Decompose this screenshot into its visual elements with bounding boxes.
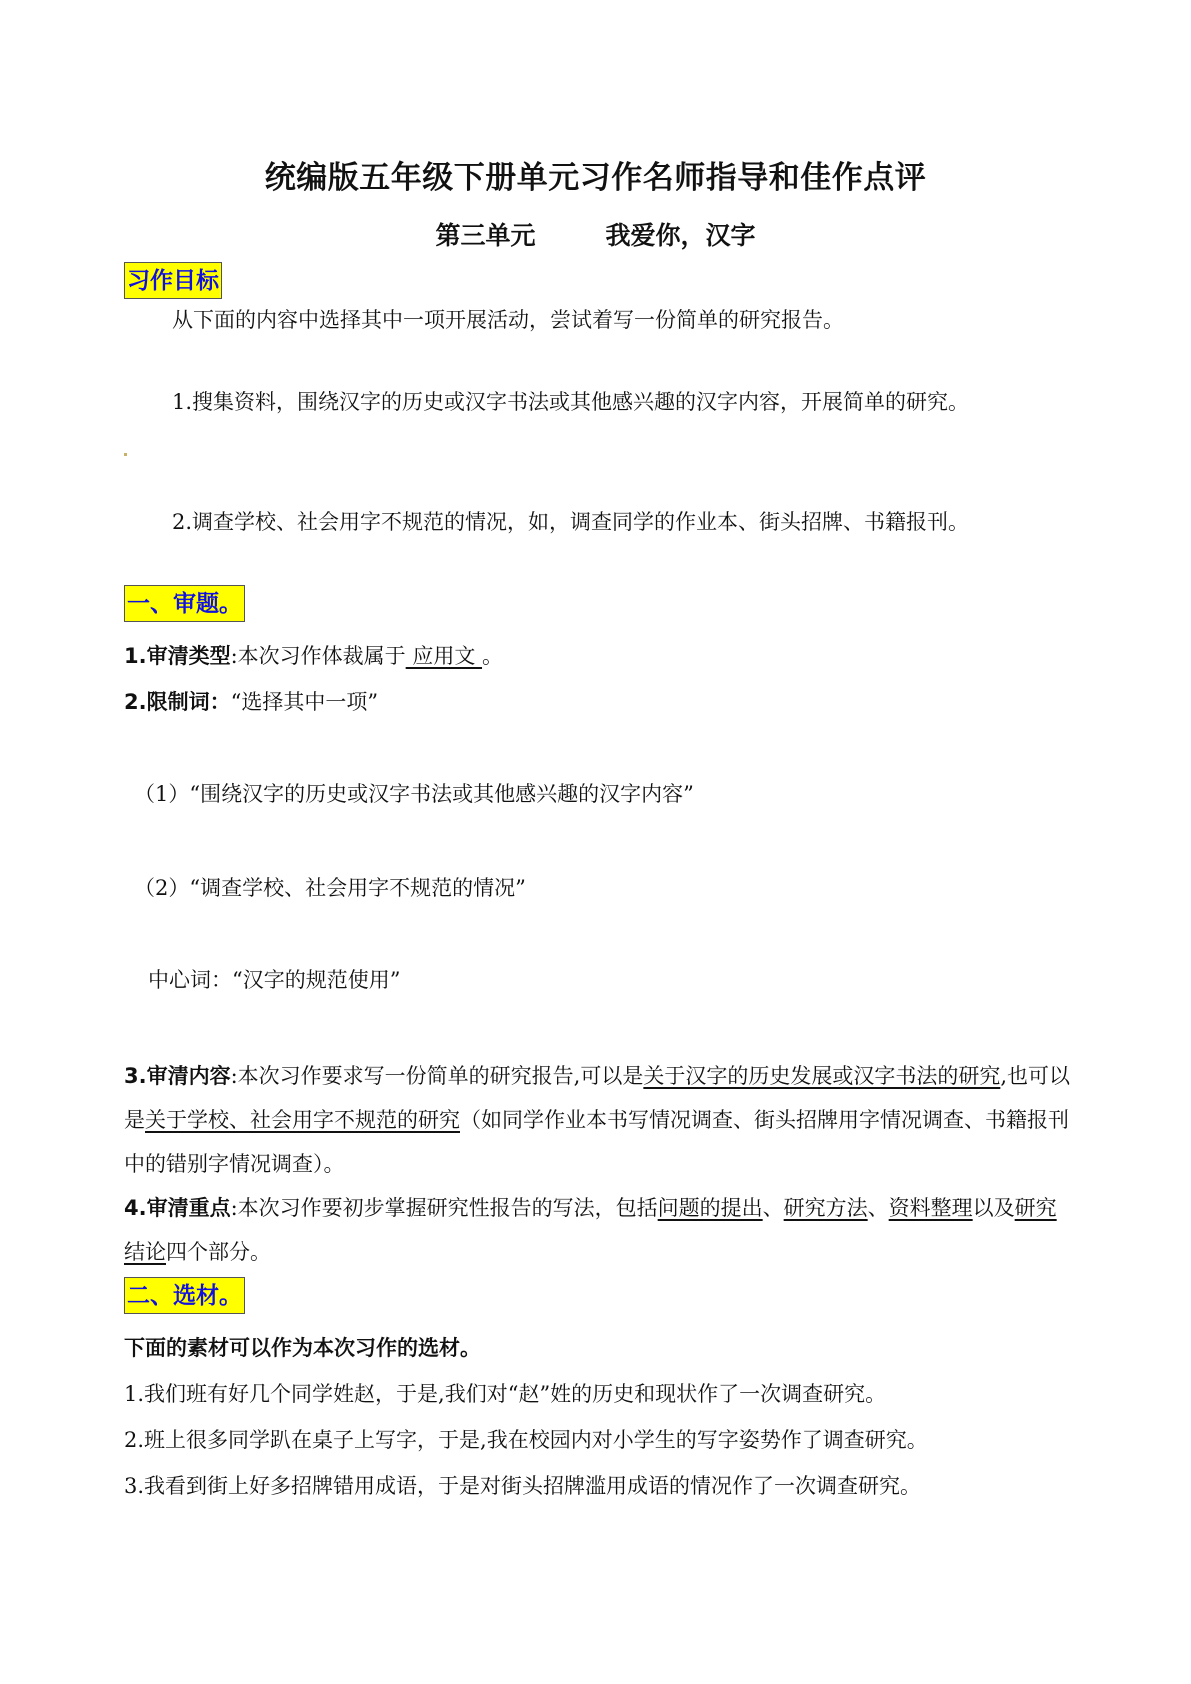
section2-intro: 下面的素材可以作为本次习作的选材。	[124, 1336, 481, 1360]
stray-dot	[124, 453, 127, 456]
limit-option-2: （2）“调查学校、社会用字不规范的情况”	[134, 876, 526, 900]
section2-heading: 二、选材。	[124, 1277, 245, 1314]
limit-option-1: （1）“围绕汉字的历史或汉字书法或其他感兴趣的汉字内容”	[134, 782, 694, 806]
goal-item-1: 1.搜集资料，围绕汉字的历史或汉字书法或其他感兴趣的汉字内容，开展简单的研究。	[172, 390, 970, 414]
type-label: 1.审清类型	[124, 644, 231, 668]
type-line	[124, 642, 503, 670]
material-item-3: 3.我看到街上好多招牌错用成语，于是对街头招牌滥用成语的情况作了一次调查研究。	[124, 1474, 922, 1498]
focus-text-2: 以及	[972, 1196, 1015, 1220]
focus-sep-1: 、	[762, 1196, 784, 1220]
content-text-2: ,也可以是	[124, 1064, 1071, 1132]
content-paragraph	[124, 1054, 1074, 1186]
content-underline-2: 关于学校、社会用字不规范的研究	[145, 1108, 460, 1132]
type-answer: 应用文	[405, 644, 483, 668]
type-text: :本次习作体裁属于	[230, 644, 406, 668]
content-label: 3.审清内容	[124, 1064, 231, 1088]
type-end: 。	[482, 644, 504, 668]
content-underline-1: 关于汉字的历史发展或汉字书法的研究	[643, 1064, 1001, 1088]
center-word: 中心词：“汉字的规范使用”	[148, 968, 401, 992]
focus-text-1: :本次习作要初步掌握研究性报告的写法，包括	[230, 1196, 658, 1220]
focus-underline-3: 资料整理	[888, 1196, 973, 1220]
focus-underline-1: 问题的提出	[657, 1196, 763, 1220]
limit-line	[124, 688, 378, 716]
unit-title: 我爱你，汉字	[605, 221, 756, 250]
limit-text: “选择其中一项”	[230, 690, 379, 714]
focus-underline-4: 研究结论	[124, 1196, 1057, 1264]
limit-label: 2.限制词：	[124, 690, 231, 714]
focus-label: 4.审清重点	[124, 1196, 231, 1220]
material-item-2: 2.班上很多同学趴在桌子上写字，于是,我在校园内对小学生的写字姿势作了调查研究。	[124, 1428, 928, 1452]
focus-sep-2: 、	[867, 1196, 889, 1220]
content-text-1: :本次习作要求写一份简单的研究报告,可以是	[230, 1064, 644, 1088]
unit-label: 第三单元	[435, 221, 536, 250]
content-text-3: （如同学作业本书写情况调查、街头招牌用字情况调查、书籍报刊中的错别字情况调查）。	[124, 1108, 1069, 1176]
focus-underline-2: 研究方法	[783, 1196, 868, 1220]
goal-item-2: 2.调查学校、社会用字不规范的情况，如，调查同学的作业本、街头招牌、书籍报刊。	[172, 510, 970, 534]
goal-intro: 从下面的内容中选择其中一项开展活动，尝试着写一份简单的研究报告。	[172, 308, 844, 332]
goal-heading: 习作目标	[124, 262, 222, 299]
document-title: 统编版五年级下册单元习作名师指导和佳作点评	[264, 160, 927, 196]
document-subtitle	[0, 216, 1191, 252]
focus-text-3: 四个部分。	[166, 1240, 271, 1264]
focus-paragraph	[124, 1186, 1074, 1274]
material-item-1: 1.我们班有好几个同学姓赵，于是,我们对“赵”姓的历史和现状作了一次调查研究。	[124, 1382, 887, 1406]
section1-heading: 一、审题。	[124, 585, 245, 622]
